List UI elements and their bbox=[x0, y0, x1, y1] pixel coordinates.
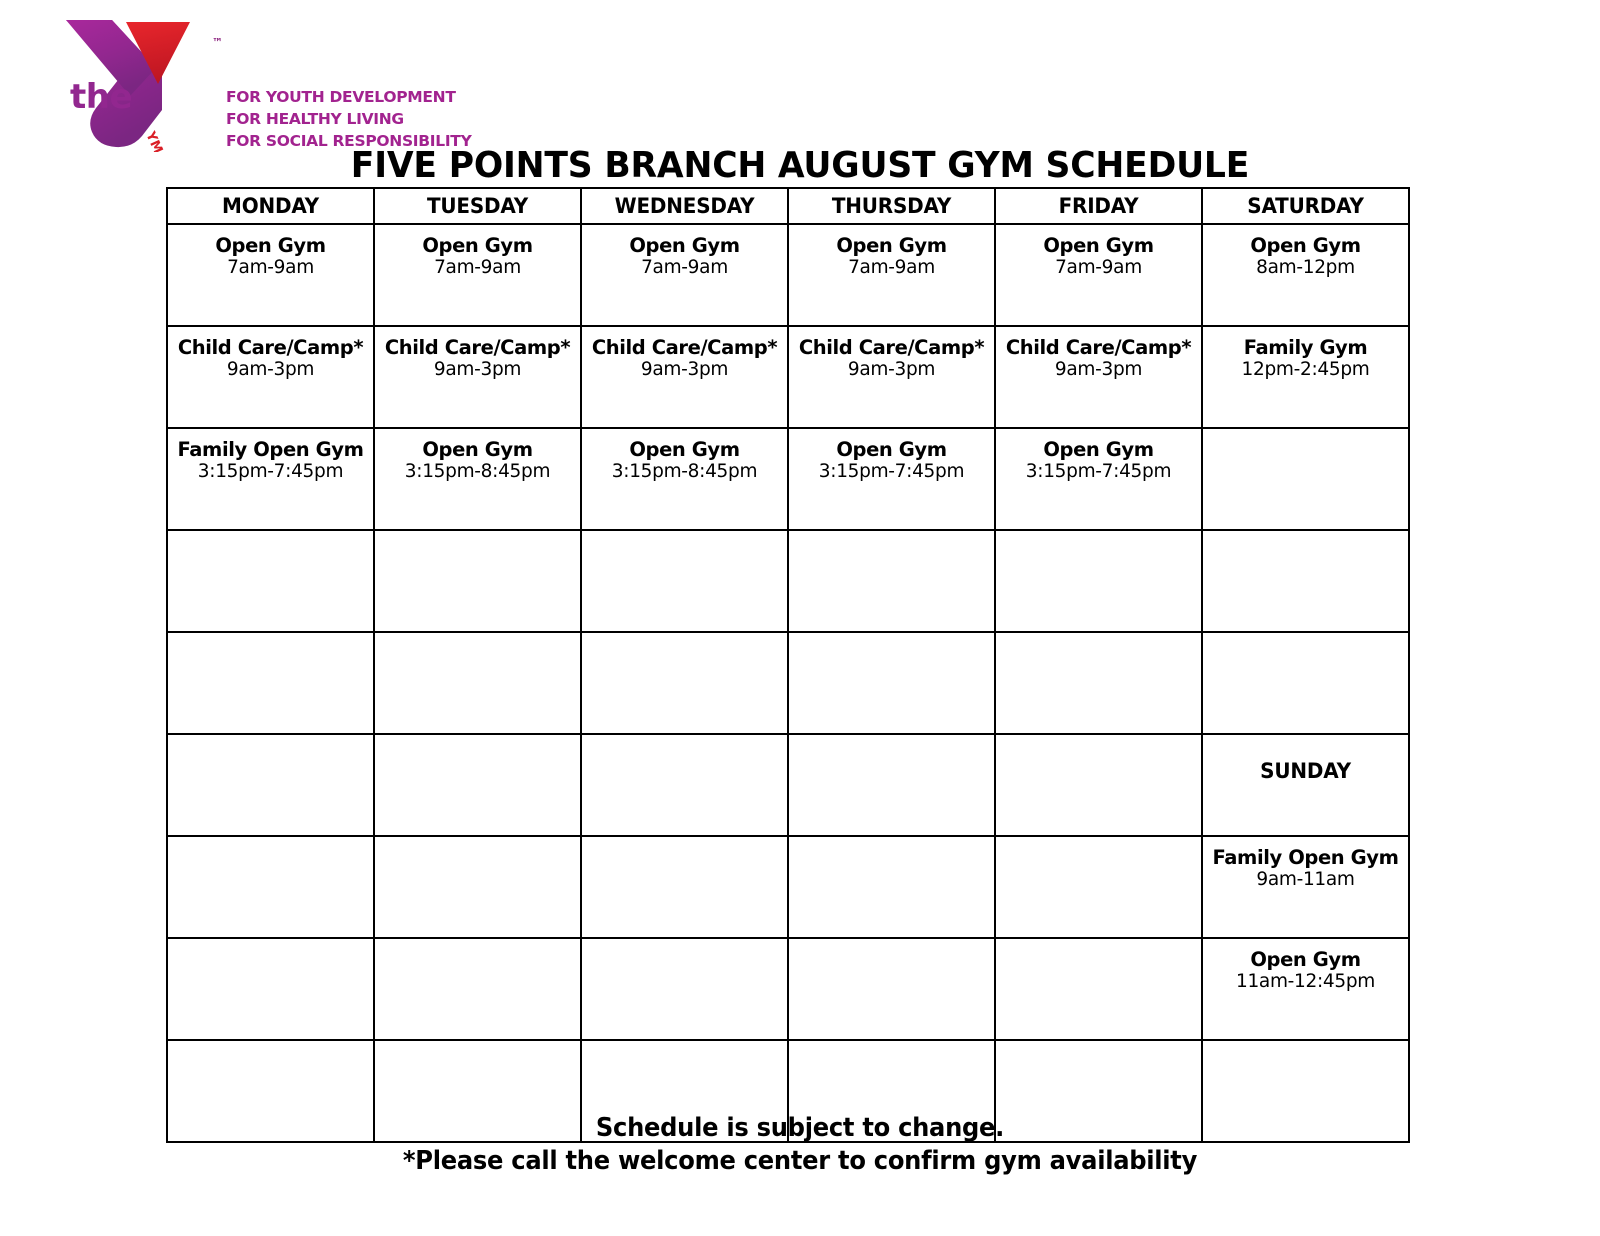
column-header-tuesday: TUESDAY bbox=[379, 188, 576, 224]
schedule-entry bbox=[1203, 327, 1408, 381]
activity-time: 9am-3pm bbox=[1054, 359, 1143, 380]
activity-time: 3:15pm-7:45pm bbox=[1025, 461, 1172, 482]
footer-note bbox=[0, 1112, 1600, 1179]
schedule-entry bbox=[168, 429, 373, 483]
schedule-cell-monday-2 bbox=[167, 326, 374, 428]
activity-name: Open Gym bbox=[629, 234, 740, 257]
ymca-wordmark-text: YMCA bbox=[142, 129, 174, 152]
schedule-cell-tuesday-2 bbox=[374, 326, 581, 428]
activity-name: Child Care/Camp* bbox=[384, 336, 571, 359]
activity-name: Family Open Gym bbox=[177, 438, 364, 461]
column-header-wednesday: WEDNESDAY bbox=[586, 188, 783, 224]
activity-time: 7am-9am bbox=[434, 257, 521, 278]
activity-time: 8am-12pm bbox=[1256, 257, 1355, 278]
page-title: FIVE POINTS BRANCH AUGUST GYM SCHEDULE bbox=[350, 145, 1250, 186]
schedule-cell-thursday-8 bbox=[788, 938, 995, 1040]
activity-time: 7am-9am bbox=[227, 257, 314, 278]
activity-name: Child Care/Camp* bbox=[177, 336, 364, 359]
schedule-cell-monday-1 bbox=[167, 224, 374, 326]
activity-time: 11am-12:45pm bbox=[1235, 971, 1376, 992]
tagline-line-1: FOR YOUTH DEVELOPMENT bbox=[226, 88, 456, 106]
schedule-cell-thursday-7 bbox=[788, 836, 995, 938]
table-header-row bbox=[167, 188, 1409, 224]
schedule-cell-saturday-1 bbox=[1202, 224, 1409, 326]
activity-name: Open Gym bbox=[1043, 234, 1154, 257]
activity-name: Open Gym bbox=[215, 234, 326, 257]
schedule-cell-tuesday-1 bbox=[374, 224, 581, 326]
schedule-cell-wednesday-8 bbox=[581, 938, 788, 1040]
schedule-cell-saturday-5 bbox=[1202, 632, 1409, 734]
schedule-cell-tuesday-3 bbox=[374, 428, 581, 530]
activity-name: Open Gym bbox=[629, 438, 740, 461]
activity-time: 12pm-2:45pm bbox=[1241, 359, 1370, 380]
schedule-cell-saturday-7 bbox=[1202, 836, 1409, 938]
schedule-entry bbox=[1203, 837, 1408, 891]
table-row bbox=[167, 938, 1409, 1040]
schedule-cell-thursday-2 bbox=[788, 326, 995, 428]
schedule-cell-tuesday-5 bbox=[374, 632, 581, 734]
schedule-entry bbox=[582, 429, 787, 483]
schedule-entry bbox=[1203, 225, 1408, 279]
schedule-cell-wednesday-4 bbox=[581, 530, 788, 632]
schedule-entry bbox=[168, 327, 373, 381]
schedule-cell-saturday-4 bbox=[1202, 530, 1409, 632]
activity-time: 9am-3pm bbox=[640, 359, 729, 380]
activity-name: Open Gym bbox=[422, 234, 533, 257]
table-row bbox=[167, 530, 1409, 632]
schedule-cell-saturday-3 bbox=[1202, 428, 1409, 530]
schedule-cell-wednesday-6 bbox=[581, 734, 788, 836]
table-row bbox=[167, 428, 1409, 530]
column-header-friday: FRIDAY bbox=[1000, 188, 1197, 224]
schedule-cell-tuesday-6 bbox=[374, 734, 581, 836]
schedule-cell-monday-6 bbox=[167, 734, 374, 836]
schedule-cell-thursday-5 bbox=[788, 632, 995, 734]
schedule-cell-saturday-6 bbox=[1202, 734, 1409, 836]
schedule-entry bbox=[375, 225, 580, 279]
schedule-body bbox=[167, 224, 1409, 1142]
activity-name: Child Care/Camp* bbox=[1005, 336, 1192, 359]
schedule-cell-tuesday-7 bbox=[374, 836, 581, 938]
schedule-cell-monday-7 bbox=[167, 836, 374, 938]
activity-name: Child Care/Camp* bbox=[798, 336, 985, 359]
column-header-thursday: THURSDAY bbox=[793, 188, 990, 224]
schedule-entry bbox=[789, 327, 994, 381]
activity-name: Open Gym bbox=[422, 438, 533, 461]
schedule-entry bbox=[996, 327, 1201, 381]
schedule-entry bbox=[375, 327, 580, 381]
schedule-cell-saturday-8 bbox=[1202, 938, 1409, 1040]
schedule-cell-friday-2 bbox=[995, 326, 1202, 428]
logo-the-text: the bbox=[70, 77, 133, 117]
schedule-cell-friday-5 bbox=[995, 632, 1202, 734]
activity-time: 3:15pm-7:45pm bbox=[197, 461, 344, 482]
schedule-cell-thursday-1 bbox=[788, 224, 995, 326]
activity-time: 7am-9am bbox=[641, 257, 728, 278]
tagline-line-3: FOR SOCIAL RESPONSIBILITY bbox=[226, 132, 472, 150]
ymca-logo-block bbox=[30, 12, 500, 152]
activity-time: 3:15pm-7:45pm bbox=[818, 461, 965, 482]
footer-line-call-welcome-center: *Please call the welcome center to confirm gym availability bbox=[402, 1146, 1198, 1177]
activity-name: Child Care/Camp* bbox=[591, 336, 778, 359]
activity-time: 9am-3pm bbox=[433, 359, 522, 380]
schedule-cell-wednesday-2 bbox=[581, 326, 788, 428]
schedule-cell-friday-8 bbox=[995, 938, 1202, 1040]
schedule-cell-monday-8 bbox=[167, 938, 374, 1040]
schedule-entry bbox=[582, 327, 787, 381]
activity-time: 9am-3pm bbox=[226, 359, 315, 380]
activity-name: Family Open Gym bbox=[1212, 846, 1399, 869]
activity-name: Open Gym bbox=[1250, 948, 1361, 971]
schedule-entry bbox=[375, 429, 580, 483]
tagline-line-2: FOR HEALTHY LIVING bbox=[226, 110, 404, 128]
schedule-cell-wednesday-1 bbox=[581, 224, 788, 326]
schedule-cell-friday-3 bbox=[995, 428, 1202, 530]
table-row bbox=[167, 836, 1409, 938]
activity-time: 7am-9am bbox=[848, 257, 935, 278]
activity-time: 3:15pm-8:45pm bbox=[404, 461, 551, 482]
activity-time: 9am-3pm bbox=[847, 359, 936, 380]
schedule-cell-friday-6 bbox=[995, 734, 1202, 836]
table-row bbox=[167, 734, 1409, 836]
activity-name: Open Gym bbox=[1250, 234, 1361, 257]
column-header-monday: MONDAY bbox=[172, 188, 369, 224]
schedule-cell-tuesday-8 bbox=[374, 938, 581, 1040]
schedule-entry bbox=[1203, 939, 1408, 993]
schedule-cell-wednesday-3 bbox=[581, 428, 788, 530]
activity-name: Open Gym bbox=[1043, 438, 1154, 461]
schedule-cell-monday-5 bbox=[167, 632, 374, 734]
activity-name: Family Gym bbox=[1243, 336, 1368, 359]
footer-line-subject-to-change: Schedule is subject to change. bbox=[595, 1113, 1005, 1143]
table-row bbox=[167, 224, 1409, 326]
schedule-entry bbox=[996, 225, 1201, 279]
gym-schedule-table bbox=[166, 187, 1410, 1143]
table-row bbox=[167, 326, 1409, 428]
column-header-saturday: SATURDAY bbox=[1207, 188, 1404, 224]
schedule-cell-thursday-4 bbox=[788, 530, 995, 632]
activity-name: Open Gym bbox=[836, 438, 947, 461]
activity-time: 3:15pm-8:45pm bbox=[611, 461, 758, 482]
schedule-cell-friday-4 bbox=[995, 530, 1202, 632]
schedule-cell-tuesday-4 bbox=[374, 530, 581, 632]
column-header-sunday: SUNDAY bbox=[1260, 759, 1351, 783]
schedule-cell-thursday-6 bbox=[788, 734, 995, 836]
schedule-cell-thursday-3 bbox=[788, 428, 995, 530]
activity-time: 9am-11am bbox=[1256, 869, 1355, 890]
activity-name: Open Gym bbox=[836, 234, 947, 257]
ymca-tagline bbox=[226, 86, 472, 152]
schedule-entry bbox=[789, 225, 994, 279]
schedule-cell-monday-3 bbox=[167, 428, 374, 530]
schedule-cell-monday-4 bbox=[167, 530, 374, 632]
schedule-entry bbox=[789, 429, 994, 483]
activity-time: 7am-9am bbox=[1055, 257, 1142, 278]
schedule-cell-wednesday-7 bbox=[581, 836, 788, 938]
schedule-entry bbox=[996, 429, 1201, 483]
schedule-cell-saturday-2 bbox=[1202, 326, 1409, 428]
schedule-entry bbox=[168, 225, 373, 279]
schedule-cell-friday-7 bbox=[995, 836, 1202, 938]
schedule-cell-friday-1 bbox=[995, 224, 1202, 326]
schedule-entry bbox=[582, 225, 787, 279]
table-row bbox=[167, 632, 1409, 734]
schedule-cell-wednesday-5 bbox=[581, 632, 788, 734]
trademark-icon: ™ bbox=[212, 36, 223, 49]
